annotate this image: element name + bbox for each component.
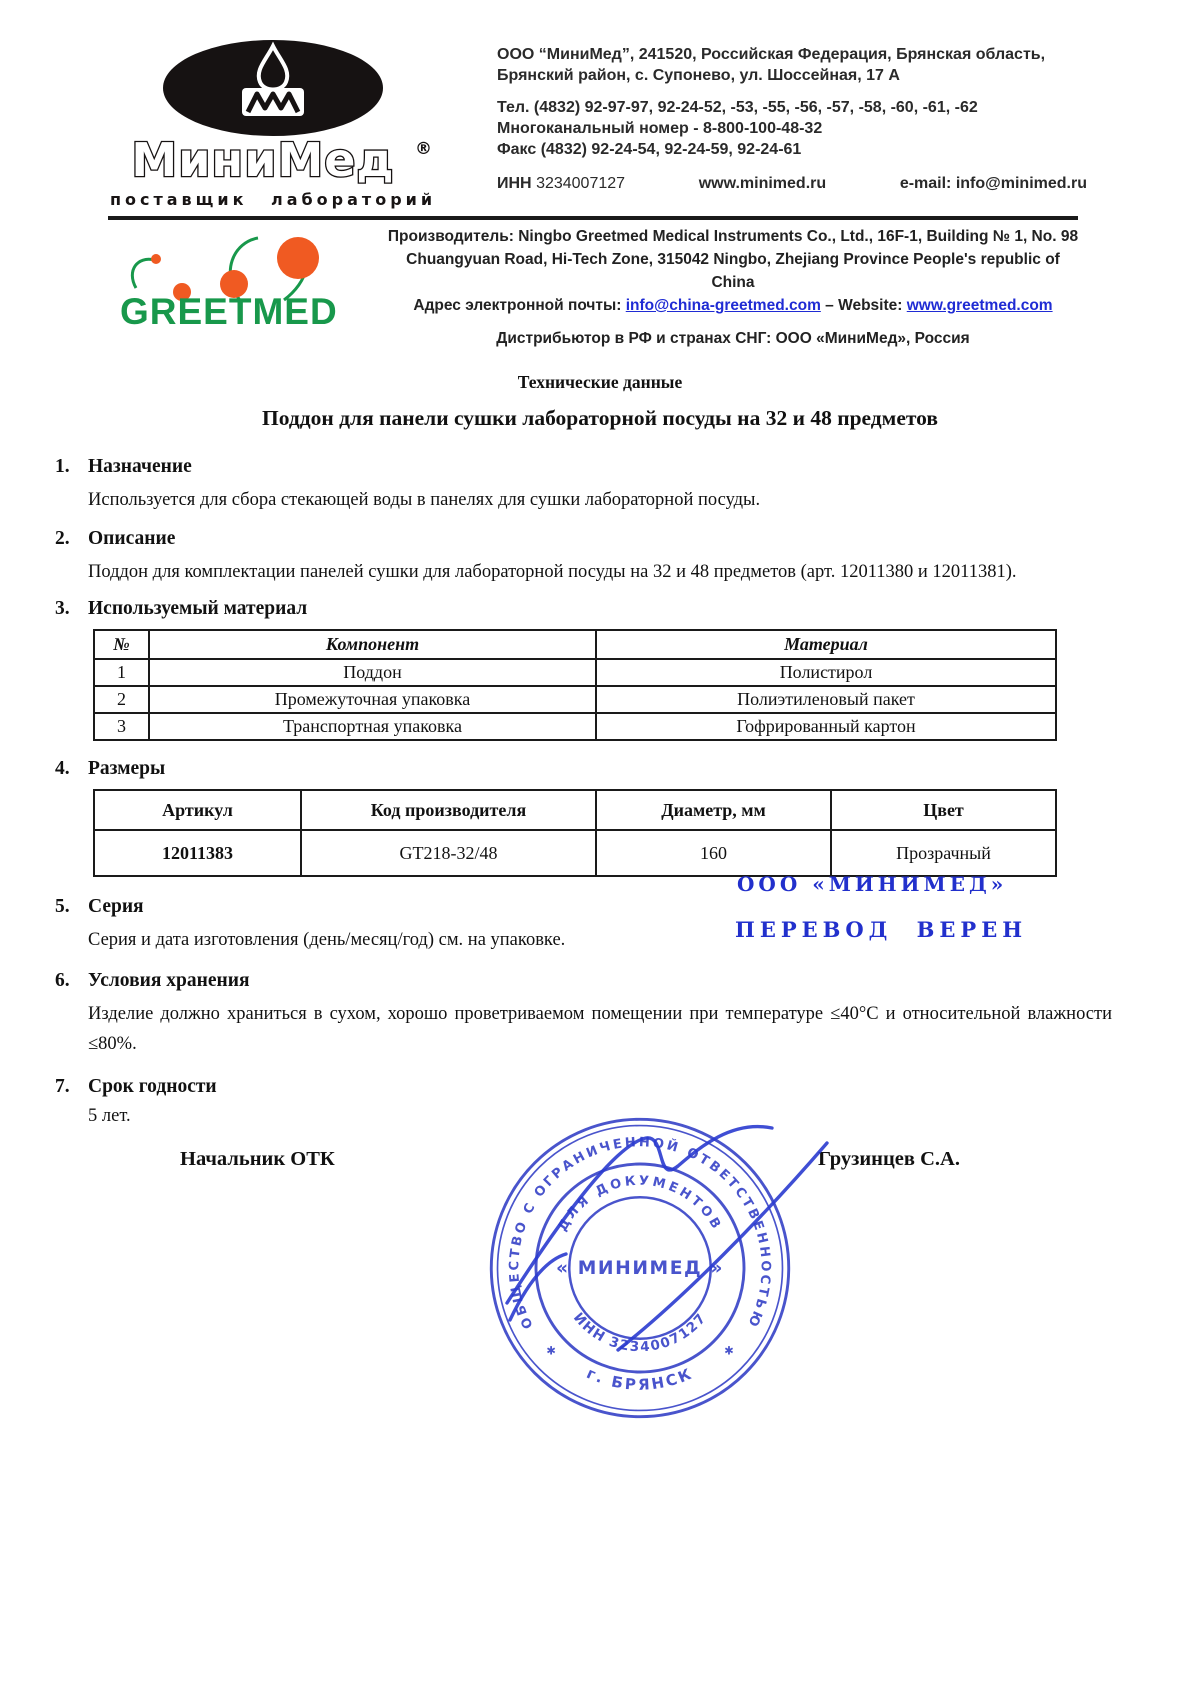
dimensions-table bbox=[93, 789, 1057, 877]
distributor-line: Дистрибьютор в РФ и странах СНГ: ООО «МиниМед», Россия bbox=[496, 330, 970, 347]
inn-label: ИНН bbox=[497, 175, 532, 192]
orange-dot-tiny bbox=[151, 254, 161, 264]
inn bbox=[497, 173, 625, 194]
address-line1: ООО “МиниМед”, 241520, Российская Федерация, Брянская область, bbox=[497, 46, 1046, 63]
table-cell: Промежуточная упаковка bbox=[149, 686, 596, 713]
page-title: Поддон для панели сушки лабораторной посуды на 32 и 48 предметов bbox=[262, 406, 938, 430]
phone-line: Тел. (4832) 92-97-97, 92-24-52, -53, -55, -56, -57, -58, -60, -61, -62 bbox=[497, 99, 978, 116]
stamp-outer-ring-text: ОБЩЕСТВО С ОГРАНИЧЕННОЙ ОТВЕТСТВЕННОСТЬЮ bbox=[507, 1135, 773, 1331]
table-cell: Гофрированный картон bbox=[596, 713, 1056, 740]
email-text: e-mail: info@minimed.ru bbox=[899, 175, 1087, 192]
section-2-heading bbox=[55, 528, 1200, 550]
table-cell: Поддон bbox=[149, 659, 596, 686]
section-title: Описание bbox=[88, 528, 176, 549]
section-6-heading bbox=[55, 970, 1200, 992]
signer-name: Грузинцев С.А. bbox=[818, 1148, 960, 1170]
table-header-row bbox=[94, 790, 1056, 830]
section-1-heading bbox=[55, 456, 1200, 478]
column-header: Компонент bbox=[149, 630, 596, 659]
table-cell: Прозрачный bbox=[831, 830, 1056, 876]
table-cell: Полиэтиленовый пакет bbox=[596, 686, 1056, 713]
section-5-heading bbox=[55, 896, 1200, 918]
column-header: Цвет bbox=[831, 790, 1056, 830]
section-number: 4. bbox=[55, 758, 70, 779]
stamp-star-right: ✱ bbox=[724, 1343, 734, 1358]
translation-stamp-verified: ПЕРЕВОД ВЕРЕН bbox=[735, 917, 1028, 942]
greetmed-logo bbox=[116, 230, 356, 332]
minimed-candle-icon bbox=[158, 38, 388, 138]
stamp-for-documents-text: ДЛЯ ДОКУМЕНТОВ bbox=[555, 1173, 725, 1234]
minimed-wordmark bbox=[103, 132, 443, 188]
column-header: Материал bbox=[596, 630, 1056, 659]
table-row bbox=[94, 686, 1056, 713]
company-contacts bbox=[497, 44, 1087, 194]
table-cell: 1 bbox=[94, 659, 149, 686]
separator-dash: – bbox=[825, 297, 834, 314]
brand-text: МиниМед bbox=[131, 133, 395, 187]
section-title: Условия хранения bbox=[88, 970, 250, 991]
column-header: № bbox=[94, 630, 149, 659]
stamp-city-text: г. БРЯНСК bbox=[583, 1364, 697, 1394]
email-label: Адрес электронной почты: bbox=[413, 297, 622, 314]
section-number: 6. bbox=[55, 970, 70, 991]
document-type: Технические данные bbox=[517, 372, 683, 392]
section-number: 5. bbox=[55, 896, 70, 917]
section-1-body: Используется для сбора стекающей воды в панелях для сушки лабораторной посуды. bbox=[88, 490, 761, 510]
minimed-logo bbox=[103, 38, 443, 209]
section-number: 2. bbox=[55, 528, 70, 549]
manufacturer-line1: Производитель: Ningbo Greetmed Medical Instruments Co., Ltd., 16F-1, Building № 1, No. 98 bbox=[387, 228, 1079, 245]
section-2-body: Поддон для комплектации панелей сушки для лабораторной посуды на 32 и 48 предметов (арт. 12011380 и 12011381). bbox=[88, 562, 1017, 582]
section-6-body: Изделие должно храниться в сухом, хорошо проветриваемом помещении при температуре ≤40°С и относительной влажности ≤80%. bbox=[88, 1004, 1112, 1054]
table-row bbox=[94, 659, 1056, 686]
table-cell: 2 bbox=[94, 686, 149, 713]
column-header: Код производителя bbox=[301, 790, 596, 830]
column-header: Диаметр, мм bbox=[596, 790, 831, 830]
section-title: Размеры bbox=[88, 758, 166, 779]
materials-table bbox=[93, 629, 1057, 741]
section-title: Используемый материал bbox=[88, 598, 308, 619]
fax-line: Факс (4832) 92-24-54, 92-24-59, 92-24-61 bbox=[497, 141, 802, 158]
stamp-center-text: « МИНИМЕД » bbox=[556, 1258, 724, 1280]
table-row bbox=[94, 830, 1056, 876]
table-cell: 160 bbox=[596, 830, 831, 876]
section-number: 1. bbox=[55, 456, 70, 477]
section-title: Срок годности bbox=[88, 1076, 217, 1097]
registered-mark: ® bbox=[415, 139, 432, 159]
greetmed-wordmark: GREETMED bbox=[120, 291, 338, 332]
table-cell: GT218-32/48 bbox=[301, 830, 596, 876]
manufacturer-line2: Chuangyuan Road, Hi-Tech Zone, 315042 Ningbo, Zhejiang Province People's republic of China bbox=[406, 251, 1060, 291]
handwritten-signature bbox=[432, 1088, 872, 1388]
orange-dot-large bbox=[277, 237, 319, 279]
website-label: Website: bbox=[838, 297, 903, 314]
manufacturer-info bbox=[383, 225, 1083, 350]
website-text: www.minimed.ru bbox=[698, 175, 827, 192]
brand-tagline: поставщик лабораторий bbox=[109, 190, 437, 209]
table-row bbox=[94, 713, 1056, 740]
table-cell: Транспортная упаковка bbox=[149, 713, 596, 740]
stamp-inn-text: ИНН 3234007127 bbox=[569, 1309, 711, 1356]
section-title: Серия bbox=[88, 896, 144, 917]
manufacturer-email-link[interactable]: info@china-greetmed.com bbox=[625, 297, 821, 314]
multichannel-line: Многоканальный номер - 8-800-100-48-32 bbox=[497, 120, 823, 137]
column-header: Артикул bbox=[94, 790, 301, 830]
section-7-body: 5 лет. bbox=[88, 1106, 131, 1126]
inn-value: 3234007127 bbox=[536, 175, 626, 192]
section-title: Назначение bbox=[88, 456, 192, 477]
translation-stamp-company: ООО «МИНИМЕД» bbox=[737, 872, 1008, 896]
address-line2: Брянский район, с. Супонево, ул. Шоссейная, 17 А bbox=[497, 67, 900, 84]
table-cell: 12011383 bbox=[94, 830, 301, 876]
stamp-star-left: ✱ bbox=[546, 1343, 556, 1358]
table-header-row bbox=[94, 630, 1056, 659]
signer-position: Начальник ОТК bbox=[180, 1148, 335, 1170]
manufacturer-website-link[interactable]: www.greetmed.com bbox=[906, 297, 1053, 314]
section-number: 3. bbox=[55, 598, 70, 619]
header-divider bbox=[108, 216, 1078, 220]
inn-row bbox=[497, 173, 1087, 194]
table-cell: 3 bbox=[94, 713, 149, 740]
section-5-body: Серия и дата изготовления (день/месяц/год) см. на упаковке. bbox=[88, 930, 566, 950]
table-cell: Полистирол bbox=[596, 659, 1056, 686]
section-number: 7. bbox=[55, 1076, 70, 1097]
section-4-heading bbox=[55, 758, 1200, 780]
manufacturer-links-line bbox=[383, 294, 1083, 317]
section-3-heading bbox=[55, 598, 1200, 620]
technical-data-sheet bbox=[0, 372, 1200, 1131]
